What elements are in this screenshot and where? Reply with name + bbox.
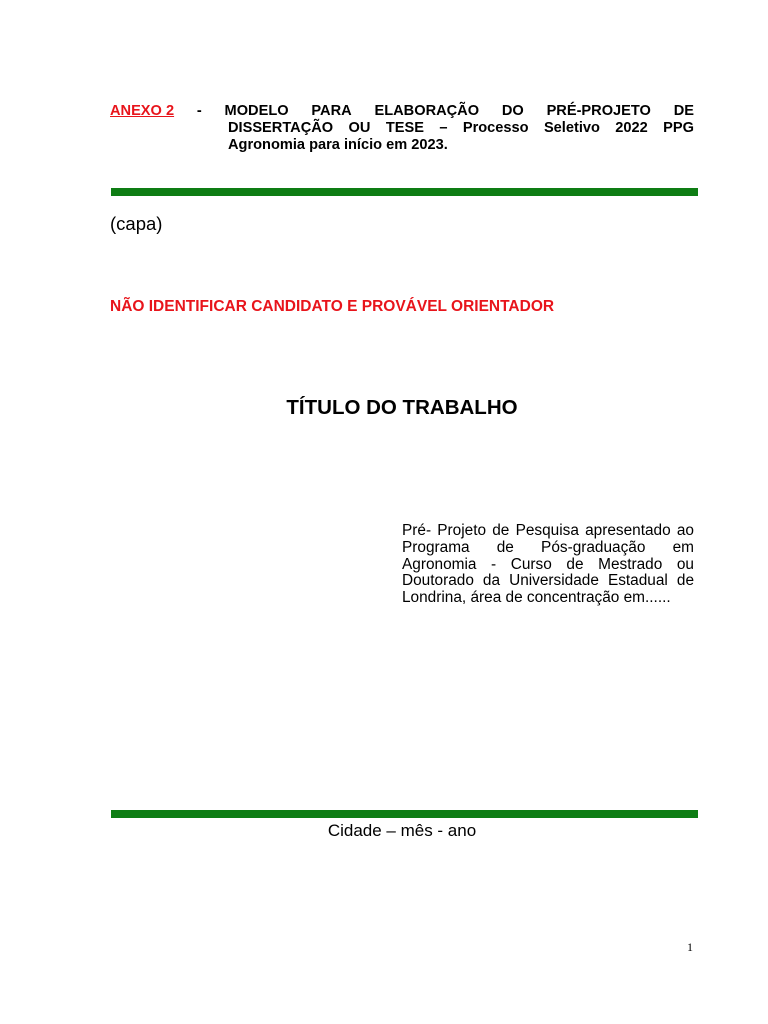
project-description: Pré- Projeto de Pesquisa apresentado ao Programa de Pós-graduação em Agronomia - Curso de Mestrado ou Doutorado da Universidade Estadual de Londrina, área de concentração em...... (402, 522, 694, 607)
work-title: TÍTULO DO TRABALHO (286, 396, 518, 419)
top-green-rule (111, 188, 698, 196)
header-word: DO (501, 103, 524, 119)
header-word: MODELO (224, 103, 289, 119)
header-separator: - (196, 103, 202, 119)
header-word: PRÉ-PROJETO (546, 103, 651, 119)
annex-header (110, 103, 694, 154)
header-word: ELABORAÇÃO (374, 103, 480, 119)
bottom-green-rule (111, 810, 698, 818)
place-date: Cidade – mês - ano (327, 821, 477, 840)
header-word: PARA (311, 103, 352, 119)
header-line-1 (110, 103, 694, 120)
page-number: 1 (687, 940, 693, 954)
anonymity-warning: NÃO IDENTIFICAR CANDIDATO E PROVÁVEL ORIENTADOR (110, 298, 555, 315)
annex-label: ANEXO 2 (110, 103, 175, 119)
header-line-2: DISSERTAÇÃO OU TESE – Processo Seletivo 2022 PPG (228, 120, 694, 136)
header-line-3: Agronomia para início em 2023. (228, 137, 448, 153)
cover-label: (capa) (110, 213, 163, 234)
header-word: DE (673, 103, 694, 119)
